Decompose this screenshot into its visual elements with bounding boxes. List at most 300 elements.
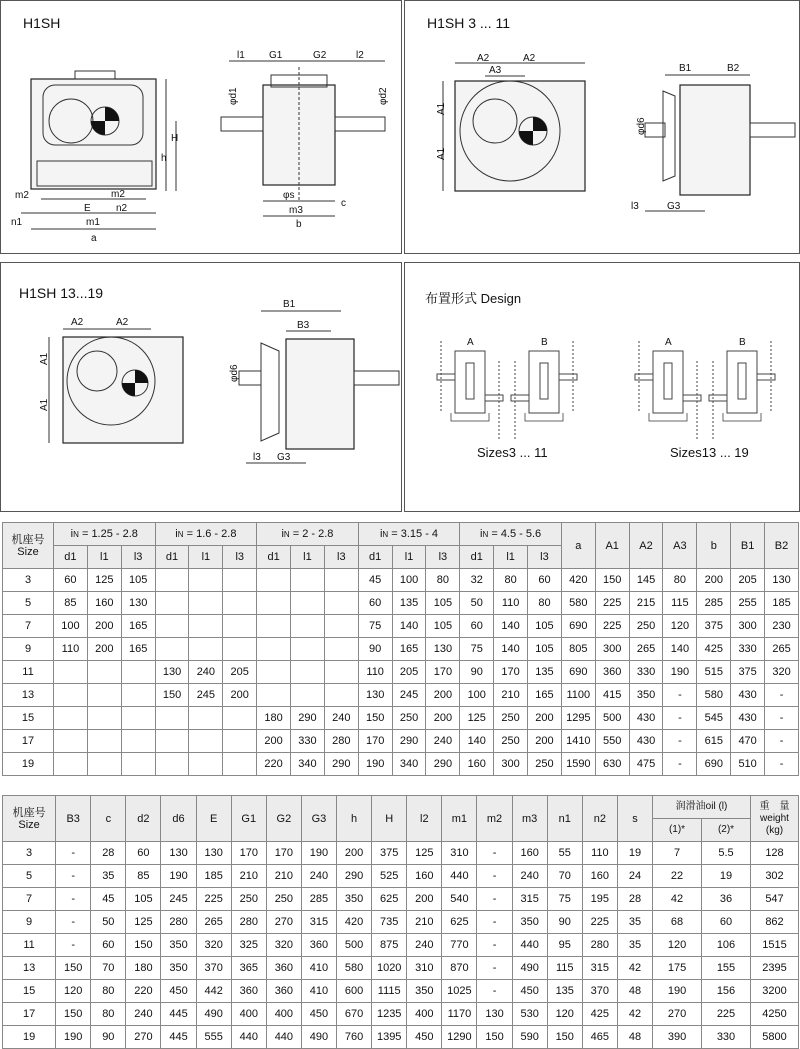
drawing-panel-h1sh-3-11	[404, 0, 800, 254]
ratio-group-header: iN = 2 - 2.8	[257, 523, 359, 546]
table-cell: 42	[617, 957, 652, 980]
dim-label: m1	[86, 217, 100, 228]
column-header-d6: d6	[161, 796, 196, 842]
table-cell: -	[663, 707, 697, 730]
table-cell: 200	[337, 842, 372, 865]
table-cell: 140	[392, 615, 426, 638]
column-header-l1: l1	[189, 546, 223, 569]
table-cell: 156	[702, 980, 751, 1003]
table-cell: 290	[426, 753, 460, 776]
table-cell: 50	[460, 592, 494, 615]
table-cell: 250	[494, 730, 528, 753]
table-cell: 735	[372, 911, 407, 934]
table-row	[3, 842, 799, 865]
table-cell	[223, 753, 257, 776]
table-cell: 270	[266, 911, 301, 934]
table-cell: 450	[512, 980, 547, 1003]
table-cell: 160	[87, 592, 121, 615]
table-cell: 200	[407, 888, 442, 911]
table-cell: 180	[126, 957, 161, 980]
table-cell: 350	[407, 980, 442, 1003]
table-cell: 105	[426, 592, 460, 615]
table-row	[3, 615, 799, 638]
gear-slot	[540, 363, 548, 399]
table-cell: 80	[91, 1003, 126, 1026]
column-header-B1: B1	[731, 523, 765, 569]
dim-label: n2	[116, 203, 128, 214]
table-cell	[189, 707, 223, 730]
table-cell: 315	[301, 911, 336, 934]
table-cell: 130	[765, 569, 799, 592]
table-cell	[257, 684, 291, 707]
table-cell: 625	[442, 911, 477, 934]
table-cell: 545	[697, 707, 731, 730]
table-cell: 75	[547, 888, 582, 911]
table-cell: 510	[731, 753, 765, 776]
table-cell: 340	[291, 753, 325, 776]
table-cell: 60	[460, 615, 494, 638]
column-header-c: c	[91, 796, 126, 842]
ratio-group-header: iN = 1.25 - 2.8	[54, 523, 156, 546]
table-row	[3, 888, 799, 911]
table-cell: 325	[231, 934, 266, 957]
table-cell: 415	[595, 684, 629, 707]
table-cell: 60	[528, 569, 562, 592]
table-cell: 200	[426, 707, 460, 730]
size-header: 机座号 Size	[3, 523, 54, 569]
dim-label: m2	[15, 190, 29, 201]
table-cell	[257, 615, 291, 638]
size-cell: 7	[3, 615, 54, 638]
table-cell	[223, 592, 257, 615]
size-cell: 15	[3, 707, 54, 730]
table-cell: 390	[653, 1026, 702, 1049]
table-cell	[87, 753, 121, 776]
table-cell: 150	[56, 1003, 91, 1026]
table-cell: 230	[765, 615, 799, 638]
size-header: 机座号 Size	[3, 796, 56, 842]
ratio-group-header: iN = 3.15 - 4	[358, 523, 460, 546]
table-cell: 105	[528, 615, 562, 638]
column-header-A1: A1	[595, 523, 629, 569]
table-cell	[189, 638, 223, 661]
table-cell	[291, 638, 325, 661]
design-label: A	[467, 337, 474, 348]
column-header-A3: A3	[663, 523, 697, 569]
table-cell: 300	[731, 615, 765, 638]
table-cell: 205	[731, 569, 765, 592]
dim-label: φd2	[378, 87, 389, 105]
design-label: B	[541, 337, 548, 348]
size-cell: 15	[3, 980, 56, 1003]
panel-title: 布置形式 Design	[425, 291, 522, 306]
table-cell: -	[477, 934, 512, 957]
table-cell: 165	[121, 638, 155, 661]
table-cell: 120	[547, 1003, 582, 1026]
table-cell: 190	[301, 842, 336, 865]
table-cell: 205	[223, 661, 257, 684]
table-cell	[54, 661, 88, 684]
table-cell: -	[56, 888, 91, 911]
table-cell: 285	[301, 888, 336, 911]
table-cell: 670	[337, 1003, 372, 1026]
table-cell	[189, 615, 223, 638]
table-cell: 220	[257, 753, 291, 776]
dim-label: m3	[289, 205, 303, 216]
dim-label: c	[341, 198, 346, 209]
table-cell	[155, 569, 189, 592]
table-cell: 400	[266, 1003, 301, 1026]
table-cell: 135	[392, 592, 426, 615]
table-cell	[324, 592, 358, 615]
h1sh-dimension-drawing	[1, 1, 401, 253]
table-cell: 85	[126, 865, 161, 888]
table-cell: 440	[442, 865, 477, 888]
column-header-l1: l1	[291, 546, 325, 569]
gear-slot	[466, 363, 474, 399]
table-cell: 290	[337, 865, 372, 888]
table-cell	[155, 638, 189, 661]
table-cell: 165	[528, 684, 562, 707]
gear-slot	[664, 363, 672, 399]
table-cell: 870	[442, 957, 477, 980]
table-cell: 5800	[751, 1026, 799, 1049]
table-cell: 360	[595, 661, 629, 684]
table-cell: 160	[512, 842, 547, 865]
table-cell: 210	[231, 865, 266, 888]
table-cell	[87, 684, 121, 707]
table-cell: 35	[617, 934, 652, 957]
column-header-d2: d2	[126, 796, 161, 842]
table-cell: 300	[595, 638, 629, 661]
table-cell	[324, 684, 358, 707]
table-cell: 805	[561, 638, 595, 661]
table-cell: 330	[731, 638, 765, 661]
table-cell: 120	[653, 934, 702, 957]
table-cell: 330	[629, 661, 663, 684]
table-cell: 48	[617, 1026, 652, 1049]
dim-label: A3	[489, 65, 502, 76]
table-cell: 285	[697, 592, 731, 615]
table-cell: 220	[126, 980, 161, 1003]
ratio-group-header: iN = 4.5 - 5.6	[460, 523, 562, 546]
table-cell: 330	[291, 730, 325, 753]
table-cell: 1235	[372, 1003, 407, 1026]
table-cell	[324, 638, 358, 661]
table-cell: 690	[697, 753, 731, 776]
size-cell: 9	[3, 638, 54, 661]
table-cell	[324, 661, 358, 684]
dim-label: G3	[277, 452, 291, 463]
table-row	[3, 707, 799, 730]
table-cell: 375	[731, 661, 765, 684]
table-cell: 115	[547, 957, 582, 980]
table-cell	[155, 592, 189, 615]
column-header-l1: l1	[87, 546, 121, 569]
size-cell: 3	[3, 569, 54, 592]
dim-label: H	[171, 133, 179, 144]
table-cell: 200	[223, 684, 257, 707]
table-cell: 360	[266, 980, 301, 1003]
table-cell: 500	[595, 707, 629, 730]
panel-title: H1SH	[23, 15, 61, 31]
table-cell: 425	[582, 1003, 617, 1026]
table-cell: 370	[196, 957, 231, 980]
table-cell: 75	[460, 638, 494, 661]
table-cell: 280	[324, 730, 358, 753]
column-header-d1: d1	[155, 546, 189, 569]
table-cell: 120	[663, 615, 697, 638]
table-cell	[121, 753, 155, 776]
table-cell: 240	[324, 707, 358, 730]
table-cell	[87, 707, 121, 730]
table-cell: 80	[494, 569, 528, 592]
table-cell	[257, 569, 291, 592]
table-cell: 250	[231, 888, 266, 911]
table-cell: 160	[460, 753, 494, 776]
table-cell: 475	[629, 753, 663, 776]
table-cell: 150	[126, 934, 161, 957]
column-header-d1: d1	[54, 546, 88, 569]
table-cell: 580	[561, 592, 595, 615]
column-header-l1: l1	[494, 546, 528, 569]
table-cell: 130	[196, 842, 231, 865]
table-cell: 1115	[372, 980, 407, 1003]
table-cell: 45	[358, 569, 392, 592]
column-header-n2: n2	[582, 796, 617, 842]
dim-label: B1	[679, 63, 692, 74]
table-cell: -	[663, 730, 697, 753]
column-header-b: b	[697, 523, 731, 569]
column-header-E: E	[196, 796, 231, 842]
table-cell: 165	[121, 615, 155, 638]
table-row	[3, 753, 799, 776]
table-cell: 250	[266, 888, 301, 911]
table-cell	[291, 569, 325, 592]
table-cell	[189, 730, 223, 753]
table-cell	[87, 730, 121, 753]
table-cell: 530	[512, 1003, 547, 1026]
size-cell: 11	[3, 934, 56, 957]
oil-subheader: (1)*	[653, 819, 702, 842]
size-cell: 19	[3, 753, 54, 776]
dim-label: B1	[283, 299, 296, 310]
dim-label: φd6	[636, 117, 647, 135]
output-shaft	[709, 395, 727, 401]
table-cell: 1290	[442, 1026, 477, 1049]
table-cell: 315	[512, 888, 547, 911]
table-cell	[189, 592, 223, 615]
table-cell: 100	[460, 684, 494, 707]
table-cell: 3200	[751, 980, 799, 1003]
size-cell: 19	[3, 1026, 56, 1049]
table-cell: 128	[751, 842, 799, 865]
table-cell: -	[477, 865, 512, 888]
weight-header: 重 量 weight (kg)	[751, 796, 799, 842]
table-cell: 240	[189, 661, 223, 684]
table-cell	[223, 569, 257, 592]
table-cell: 150	[56, 957, 91, 980]
table-cell: 1020	[372, 957, 407, 980]
table-cell: 90	[547, 911, 582, 934]
dim-label: A1	[436, 147, 447, 160]
table-cell: 1410	[561, 730, 595, 753]
table-cell: 170	[426, 661, 460, 684]
table-cell: 245	[189, 684, 223, 707]
table-cell: 210	[266, 865, 301, 888]
table-cell	[189, 569, 223, 592]
drawing-panel-h1sh	[0, 0, 402, 254]
table-cell: 240	[426, 730, 460, 753]
table-cell: 490	[196, 1003, 231, 1026]
table-cell: 50	[91, 911, 126, 934]
table-cell: 525	[372, 865, 407, 888]
table-cell: 130	[477, 1003, 512, 1026]
table-cell: -	[56, 934, 91, 957]
table-cell: 205	[392, 661, 426, 684]
table-cell: 862	[751, 911, 799, 934]
dim-label: A2	[71, 317, 84, 328]
dim-label: φd1	[228, 87, 239, 105]
table-cell: 360	[301, 934, 336, 957]
table-cell: 200	[426, 684, 460, 707]
table-cell	[223, 730, 257, 753]
table-cell: 265	[765, 638, 799, 661]
table-cell: 320	[196, 934, 231, 957]
table-cell: 105	[121, 569, 155, 592]
table-cell	[121, 707, 155, 730]
table-cell: 150	[547, 1026, 582, 1049]
table-cell: 125	[407, 842, 442, 865]
table-cell: -	[663, 753, 697, 776]
table-row	[3, 1003, 799, 1026]
size-cell: 5	[3, 592, 54, 615]
table-cell	[257, 638, 291, 661]
table-cell: 550	[595, 730, 629, 753]
table-cell: 80	[426, 569, 460, 592]
table-cell: 140	[494, 638, 528, 661]
table-cell: 555	[196, 1026, 231, 1049]
table-cell: 445	[161, 1026, 196, 1049]
dim-label: A1	[39, 352, 50, 365]
dim-label: A1	[436, 102, 447, 115]
table-cell: 200	[697, 569, 731, 592]
table-cell: 280	[582, 934, 617, 957]
table-cell: 150	[477, 1026, 512, 1049]
table-cell: 125	[460, 707, 494, 730]
table-cell	[87, 661, 121, 684]
table-cell: 600	[337, 980, 372, 1003]
table-cell: 70	[547, 865, 582, 888]
base-outline	[723, 413, 761, 421]
table-cell: 255	[731, 592, 765, 615]
table-cell: 310	[407, 957, 442, 980]
table-cell: 19	[617, 842, 652, 865]
table-cell: 240	[301, 865, 336, 888]
dim-label: A2	[523, 53, 536, 64]
table-cell: 140	[494, 615, 528, 638]
table-cell: 60	[702, 911, 751, 934]
table-cell: 400	[407, 1003, 442, 1026]
size-cell: 7	[3, 888, 56, 911]
caption-sizes-3-11: Sizes3 ... 11	[477, 445, 548, 460]
table-cell: 160	[582, 865, 617, 888]
dim-label: l3	[631, 201, 639, 212]
table-cell: 115	[663, 592, 697, 615]
table-cell: 200	[528, 730, 562, 753]
table-cell: -	[56, 842, 91, 865]
table-cell: 370	[582, 980, 617, 1003]
table-cell: 400	[231, 1003, 266, 1026]
table-cell: 875	[372, 934, 407, 957]
table-cell: 110	[54, 638, 88, 661]
table-cell: 28	[617, 888, 652, 911]
output-shaft	[511, 395, 529, 401]
table-cell: 130	[358, 684, 392, 707]
column-header-d1: d1	[358, 546, 392, 569]
table-cell: 350	[161, 934, 196, 957]
table-cell: 170	[266, 842, 301, 865]
panel-title: H1SH 13...19	[19, 285, 104, 301]
oil-subheader: (2)*	[702, 819, 751, 842]
table-cell: 690	[561, 661, 595, 684]
table-cell: 310	[442, 842, 477, 865]
table-cell: 240	[126, 1003, 161, 1026]
table-cell: -	[477, 957, 512, 980]
table-cell: 430	[731, 707, 765, 730]
table-cell	[54, 707, 88, 730]
input-shaft	[757, 374, 775, 380]
column-header-m3: m3	[512, 796, 547, 842]
table-cell: 1170	[442, 1003, 477, 1026]
table-cell: 60	[358, 592, 392, 615]
panel-title: H1SH 3 ... 11	[427, 15, 511, 31]
design-label: A	[665, 337, 672, 348]
size-cell: 11	[3, 661, 54, 684]
table-cell: 410	[301, 980, 336, 1003]
table-cell: 590	[512, 1026, 547, 1049]
table-cell: 420	[561, 569, 595, 592]
table-cell: 250	[392, 707, 426, 730]
table-cell: 60	[126, 842, 161, 865]
table-cell: 185	[765, 592, 799, 615]
table-cell: 470	[731, 730, 765, 753]
table-cell: 245	[161, 888, 196, 911]
column-header-H: H	[372, 796, 407, 842]
table-cell: 490	[301, 1026, 336, 1049]
table-cell	[121, 684, 155, 707]
table-cell: 225	[595, 592, 629, 615]
table-cell: 5.5	[702, 842, 751, 865]
h1sh-3-11-dimension-drawing	[405, 1, 799, 253]
table-cell	[155, 753, 189, 776]
table-cell: 55	[547, 842, 582, 865]
dim-label: l2	[356, 50, 364, 61]
table-cell: 430	[629, 730, 663, 753]
column-header-l3: l3	[121, 546, 155, 569]
table-row	[3, 661, 799, 684]
size-cell: 3	[3, 842, 56, 865]
table-cell: -	[765, 707, 799, 730]
table-cell: 515	[697, 661, 731, 684]
table-cell: 430	[629, 707, 663, 730]
table-cell: 445	[161, 1003, 196, 1026]
size-cell: 13	[3, 684, 54, 707]
output-shaft	[683, 395, 701, 401]
table-cell: 75	[358, 615, 392, 638]
table-cell: 580	[697, 684, 731, 707]
table-cell: 350	[161, 957, 196, 980]
